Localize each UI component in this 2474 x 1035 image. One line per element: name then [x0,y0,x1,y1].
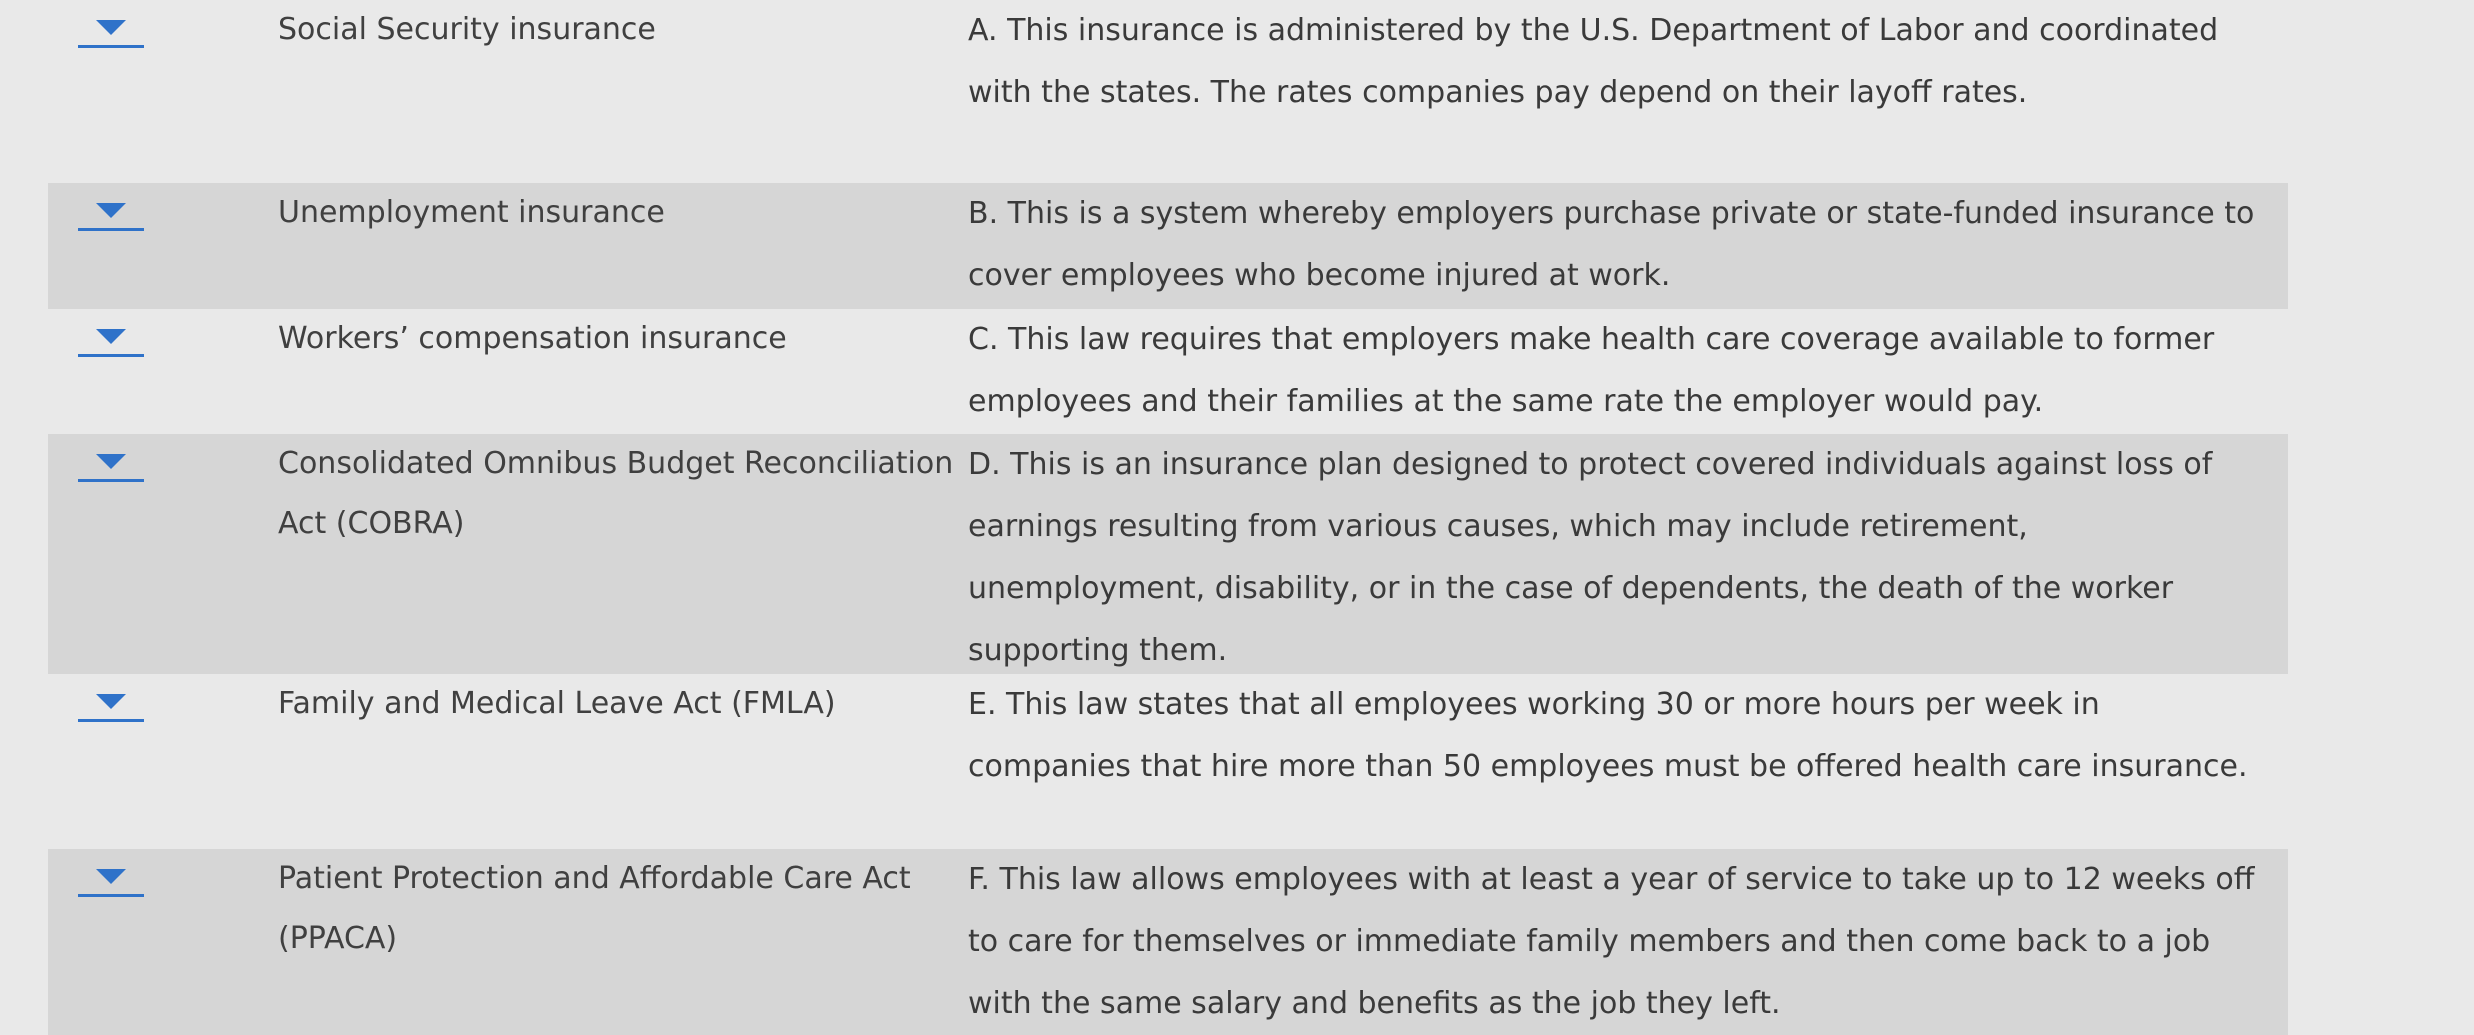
matching-row [48,0,2288,183]
matching-row [48,183,2288,309]
term-label: Unemployment insurance [278,195,665,230]
dropdown-underline [78,719,144,722]
answer-dropdown[interactable] [78,197,148,231]
dropdown-underline [78,45,144,48]
triangle-down-icon [96,454,126,469]
answer-dropdown[interactable] [78,863,148,897]
dropdown-underline [78,228,144,231]
definition-text: D. This is an insurance plan designed to protect covered individuals against loss of earnings resulting from various causes, which may include retirement, unemployment, disability, or in the case of dependents, the death of the worker supporting them. [968,447,2213,668]
definition-text: A. This insurance is administered by the U.S. Department of Labor and coordinated with the states. The rates companies pay depend on their layoff rates. [968,13,2219,110]
triangle-down-icon [96,869,126,884]
definition-text: E. This law states that all employees working 30 or more hours per week in companies that hire more than 50 employees must be offered health care insurance. [968,687,2248,784]
definition-text: B. This is a system whereby employers purchase private or state-funded insurance to cover employees who become injured at work. [968,196,2255,293]
term-label: Consolidated Omnibus Budget Reconciliation Act (COBRA) [278,446,954,541]
matching-row [48,849,2288,1035]
matching-row [48,434,2288,674]
triangle-down-icon [96,329,126,344]
definition-text: F. This law allows employees with at least a year of service to take up to 12 weeks off to care for themselves or immediate family members and then come back to a job with the same salary and benefits as the job they left. [968,862,2255,1021]
answer-dropdown[interactable] [78,688,148,722]
term-label: Social Security insurance [278,12,656,47]
answer-dropdown[interactable] [78,323,148,357]
triangle-down-icon [96,203,126,218]
definition-text: C. This law requires that employers make health care coverage available to former employees and their families at the same rate the employer would pay. [968,322,2215,419]
dropdown-underline [78,479,144,482]
dropdown-underline [78,894,144,897]
matching-row [48,674,2288,849]
matching-row [48,309,2288,434]
term-label: Workers’ compensation insurance [278,321,787,356]
triangle-down-icon [96,694,126,709]
matching-question [48,0,2288,1035]
term-label: Family and Medical Leave Act (FMLA) [278,686,836,721]
dropdown-underline [78,354,144,357]
term-label: Patient Protection and Affordable Care Act (PPACA) [278,861,911,956]
answer-dropdown[interactable] [78,14,148,48]
triangle-down-icon [96,20,126,35]
answer-dropdown[interactable] [78,448,148,482]
